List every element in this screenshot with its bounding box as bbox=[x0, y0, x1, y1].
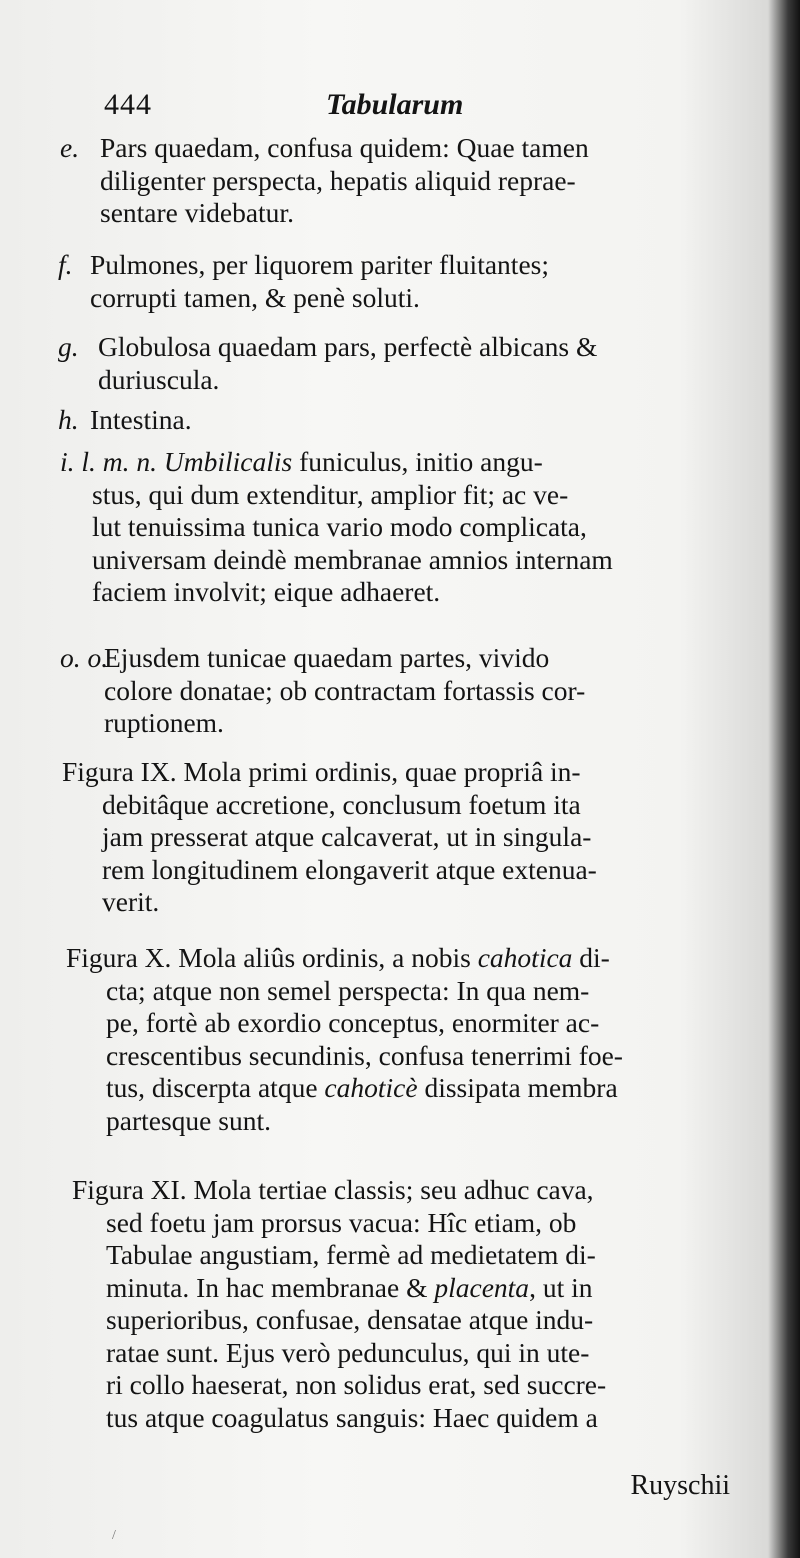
entry-g bbox=[58, 331, 597, 396]
entry-marker: e. bbox=[60, 132, 80, 163]
figure-11-description bbox=[72, 1174, 606, 1434]
text-segment: , ut in bbox=[529, 1271, 593, 1303]
text-line: Figura IX. Mola primi ordinis, quae propriâ in- bbox=[62, 756, 581, 787]
text-line: universam deindè membranae amnios internam bbox=[92, 543, 613, 575]
text-line: Pulmones, per liquorem pariter fluitantes; bbox=[90, 249, 549, 280]
text-line: jam presserat atque calcaverat, ut in singula- bbox=[102, 821, 592, 852]
pen-mark: / bbox=[112, 1528, 116, 1543]
text-line: ratae sunt. Ejus verò pedunculus, qui in ute- bbox=[106, 1336, 590, 1368]
text-line: sentare videbatur. bbox=[100, 197, 294, 228]
text-segment: minuta. In hac membranae & bbox=[106, 1271, 428, 1303]
entry-h bbox=[58, 404, 192, 437]
text-segment: di- bbox=[579, 942, 610, 973]
text-line: Figura XI. Mola tertiae classis; seu adhuc cava, bbox=[72, 1174, 594, 1205]
entry-marker: o. o. bbox=[60, 642, 109, 673]
text-line: pe, fortè ab exordio conceptus, enormiter ac- bbox=[106, 1007, 600, 1038]
text-line bbox=[60, 446, 613, 479]
text-line bbox=[106, 1072, 623, 1105]
text-line: partesque sunt. bbox=[106, 1104, 271, 1136]
catchword: Ruyschii bbox=[630, 1470, 730, 1501]
text-line: verit. bbox=[102, 886, 160, 917]
entry-i bbox=[60, 446, 613, 609]
entry-marker: h. bbox=[58, 404, 79, 435]
text-line: superioribus, confusae, densatae atque indu- bbox=[106, 1304, 594, 1335]
page-number: 444 bbox=[104, 88, 152, 121]
italic-term: cahotica bbox=[477, 942, 573, 973]
text-line: faciem involvit; eique adhaeret. bbox=[92, 576, 441, 607]
text-line: debitâque accretione, conclusum foetum ita bbox=[102, 788, 581, 820]
page-header bbox=[104, 88, 744, 128]
text-line: crescentibus secundinis, confusa tenerrimi foe- bbox=[106, 1039, 623, 1071]
text-line: ruptionem. bbox=[104, 707, 224, 738]
text-line bbox=[66, 942, 623, 975]
text-segment: dissipata membra bbox=[424, 1072, 618, 1103]
entry-e bbox=[60, 132, 589, 230]
text-line: Ejusdem tunicae quaedam partes, vivido bbox=[104, 642, 550, 673]
running-head: Tabularum bbox=[326, 88, 464, 121]
text-line: rem longitudinem elongaverit atque extenua- bbox=[102, 853, 597, 885]
figure-10-description bbox=[66, 942, 623, 1137]
text-line: colore donatae; ob contractam fortassis cor- bbox=[104, 674, 586, 706]
text-segment: Figura X. Mola aliûs ordinis, a nobis bbox=[66, 942, 471, 973]
text-line: stus, qui dum extenditur, amplior fit; ac ve- bbox=[92, 478, 569, 510]
text-line: ri collo haeserat, non solidus erat, sed succre- bbox=[106, 1369, 607, 1400]
text-line: Intestina. bbox=[90, 404, 192, 435]
entry-marker: g. bbox=[58, 331, 79, 362]
entry-marker: f. bbox=[58, 249, 73, 280]
text-segment: funiculus, initio angu- bbox=[299, 446, 543, 477]
italic-term: placenta bbox=[434, 1271, 530, 1303]
italic-term: cahoticè bbox=[324, 1072, 418, 1103]
text-line: cta; atque non semel perspecta: In qua nem- bbox=[106, 974, 590, 1006]
figure-9-description bbox=[62, 756, 597, 919]
entry-o bbox=[60, 642, 585, 740]
text-line: lut tenuissima tunica vario modo complicata, bbox=[92, 511, 587, 542]
entry-f bbox=[58, 249, 549, 314]
entry-marker: i. l. m. n. bbox=[60, 446, 158, 477]
text-line: Tabulae angustiam, fermè ad medietatem di- bbox=[106, 1239, 596, 1270]
text-line: sed foetu jam prorsus vacua: Hîc etiam, ob bbox=[106, 1206, 577, 1238]
text-line bbox=[106, 1272, 606, 1305]
italic-term: Umbilicalis bbox=[163, 446, 293, 477]
text-line: duriuscula. bbox=[98, 363, 220, 395]
text-line: diligenter perspecta, hepatis aliquid reprae- bbox=[100, 164, 576, 196]
text-line: Pars quaedam, confusa quidem: Quae tamen bbox=[100, 132, 589, 163]
text-line: corrupti tamen, & penè soluti. bbox=[90, 281, 420, 313]
text-segment: tus, discerpta atque bbox=[106, 1072, 318, 1103]
text-line: Globulosa quaedam pars, perfectè albicans & bbox=[98, 331, 598, 362]
text-line: tus atque coagulatus sanguis: Haec quidem a bbox=[106, 1401, 598, 1433]
